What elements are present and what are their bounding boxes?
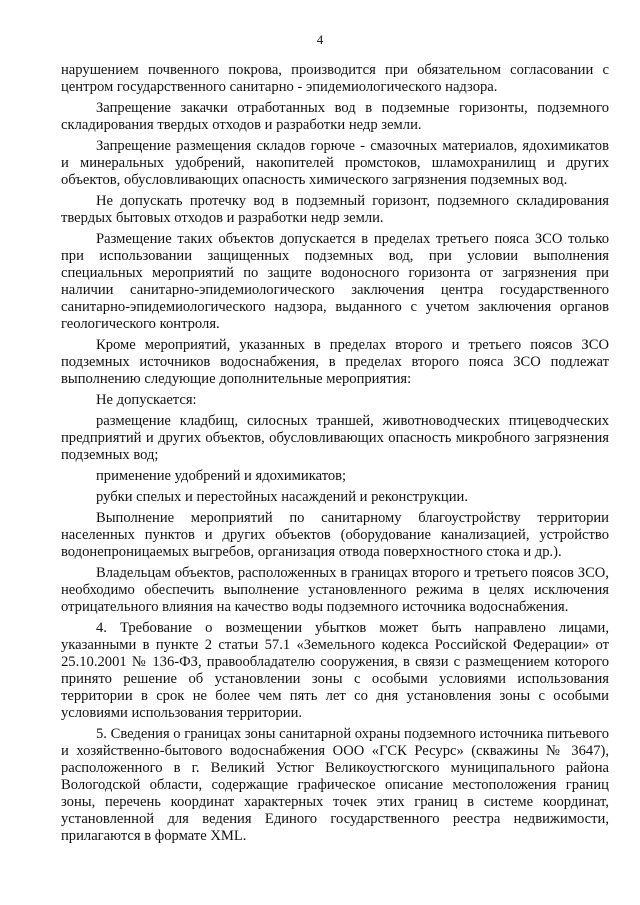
paragraph: Не допускать протечку вод в подземный горизонт, подземного складирования твердых бытовых отходов и разработки недр земли. [61,193,609,226]
paragraph: Запрещение размещения складов горюче - смазочных материалов, ядохимикатов и минеральных удобрений, накопителей промстоков, шламохранилищ и других объектов, обусловливающих опасность химического загрязнения подземных вод. [61,138,609,188]
paragraph: Не допускается: [96,392,197,408]
paragraph: Выполнение мероприятий по санитарному благоустройству территории населенных пунктов и других объектов (оборудование канализацией, устройство водонепроницаемых выгребов, организация отвода поверхностного стока и др.). [61,510,609,560]
paragraph: 5. Сведения о границах зоны санитарной охраны подземного источника питьевого и хозяйственно-бытового водоснабжения ООО «ГСК Ресурс» (скважины № 3647), расположенного в г. Великий Устюг Великоустюгского муниципального района Вологодской области, содержащие графическое описание местоположения границ зоны, перечень координат характерных точек этих границ в системе координат, установленной для ведения Единого государственного реестра недвижимости, прилагаются в формате XML. [61,726,609,844]
paragraph: Кроме мероприятий, указанных в пределах второго и третьего поясов ЗСО подземных источников водоснабжения, в пределах второго пояса ЗСО подлежат выполнению следующие дополнительные мероприятия: [61,337,609,387]
paragraph: размещение кладбищ, силосных траншей, животноводческих птицеводческих предприятий и других объектов, обусловливающих опасность микробного загрязнения подземных вод; [61,413,609,463]
paragraph: 4. Требование о возмещении убытков может быть направлено лицами, указанными в пункте 2 статьи 57.1 «Земельного кодекса Российской Федерации» от 25.10.2001 № 136-ФЗ, правообладателю сооружения, в связи с размещением которого принято решение об установлении зоны с особыми условиями использования территории в срок не более чем пять лет со дня установления зоны с особыми условиями использования территории. [61,620,609,721]
paragraph: нарушением почвенного покрова, производится при обязательном согласовании с центром государственного санитарно - эпидемиологического надзора. [61,62,609,95]
page-number: 4 [316,32,324,47]
paragraph: Размещение таких объектов допускается в пределах третьего пояса ЗСО только при использовании защищенных подземных вод, при условии выполнения специальных мероприятий по защите водоносного горизонта от загрязнения при наличии санитарно-эпидемиологического заключения центра государственного санитарно-эпидемиологического надзора, выданного с учетом заключения органов геологического контроля. [61,231,609,332]
paragraph: рубки спелых и перестойных насаждений и реконструкции. [96,489,468,505]
paragraph: применение удобрений и ядохимикатов; [96,468,347,484]
paragraph: Владельцам объектов, расположенных в границах второго и третьего поясов ЗСО, необходимо обеспечить выполнение установленного режима в целях исключения отрицательного влияния на качество воды подземного источника водоснабжения. [61,565,609,615]
document-body [61,62,609,849]
paragraph: Запрещение закачки отработанных вод в подземные горизонты, подземного складирования твердых отходов и разработки недр земли. [61,100,609,133]
